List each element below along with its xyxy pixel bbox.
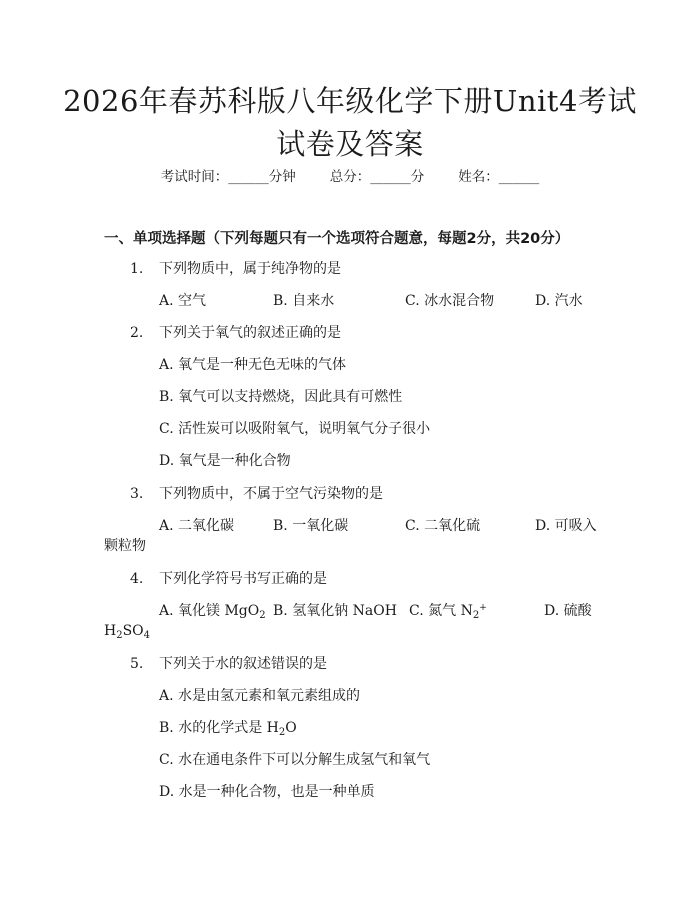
page-title xyxy=(60,80,640,166)
option-c: C. 二氧化硫 xyxy=(405,518,481,534)
question-stem: 下列物质中，属于纯净物的是 xyxy=(159,261,341,277)
question-stem: 下列关于氧气的叙述正确的是 xyxy=(159,325,341,341)
section-heading: 一、单项选择题（下列每题只有一个选项符合题意，每题2分，共20分） xyxy=(104,231,570,247)
option-d: D. 氧气是一种化合物 xyxy=(159,453,291,469)
question-stem: 下列化学符号书写正确的是 xyxy=(159,571,327,587)
option-d: D. 硫酸 xyxy=(544,603,592,619)
question-2 xyxy=(130,323,341,343)
option-d: D. 汽水 xyxy=(535,293,583,309)
title-line-1: 2026年春苏科版八年级化学下册Unit4考试 xyxy=(63,84,637,118)
option-b: B. 氧气可以支持燃烧，因此具有可燃性 xyxy=(159,389,403,405)
option-c: C. 活性炭可以吸附氧气，说明氧气分子很小 xyxy=(159,421,431,437)
question-stem: 下列物质中，不属于空气污染物的是 xyxy=(159,486,383,502)
option-c: C. 冰水混合物 xyxy=(405,293,495,309)
question-1 xyxy=(130,259,341,279)
question-number: 5. xyxy=(130,656,144,672)
question-number: 3. xyxy=(130,486,144,502)
question-number: 4. xyxy=(130,571,144,587)
option-d-continuation: $H_2SO_4$ xyxy=(104,623,151,641)
option-d: D. 水是一种化合物，也是一种单质 xyxy=(159,784,375,800)
title-line-2: 试卷及答案 xyxy=(276,127,424,161)
option-c: C. 氮气 $N_2^+$ xyxy=(409,603,487,621)
question-3 xyxy=(130,484,383,504)
option-a: A. 空气 xyxy=(159,293,207,309)
question-number: 2. xyxy=(130,325,144,341)
option-b: B. 自来水 xyxy=(273,293,335,309)
option-d-continuation: 颗粒物 xyxy=(104,538,146,554)
option-a: A. 水是由氢元素和氧元素组成的 xyxy=(159,688,361,704)
option-a: A. 氧气是一种无色无味的气体 xyxy=(159,357,347,373)
total-score: 总分：______分 xyxy=(329,169,425,185)
option-d: D. 可吸入 xyxy=(535,518,597,534)
student-name: 姓名：______ xyxy=(458,169,540,185)
option-b: B. 水的化学式是 $H_2O$ xyxy=(159,720,297,738)
question-4 xyxy=(130,569,327,589)
question-stem: 下列关于水的叙述错误的是 xyxy=(159,656,327,672)
option-c: C. 水在通电条件下可以分解生成氢气和氧气 xyxy=(159,752,431,768)
option-b: B. 氢氧化钠 NaOH xyxy=(273,603,397,619)
option-a: A. 二氧化碳 xyxy=(159,518,235,534)
option-a: A. 氧化镁 MgO$_2$ xyxy=(159,603,266,621)
question-5 xyxy=(130,654,327,674)
exam-info xyxy=(0,167,700,187)
option-b: B. 一氧化碳 xyxy=(273,518,349,534)
question-number: 1. xyxy=(130,261,144,277)
exam-time: 考试时间：______分钟 xyxy=(160,169,296,185)
